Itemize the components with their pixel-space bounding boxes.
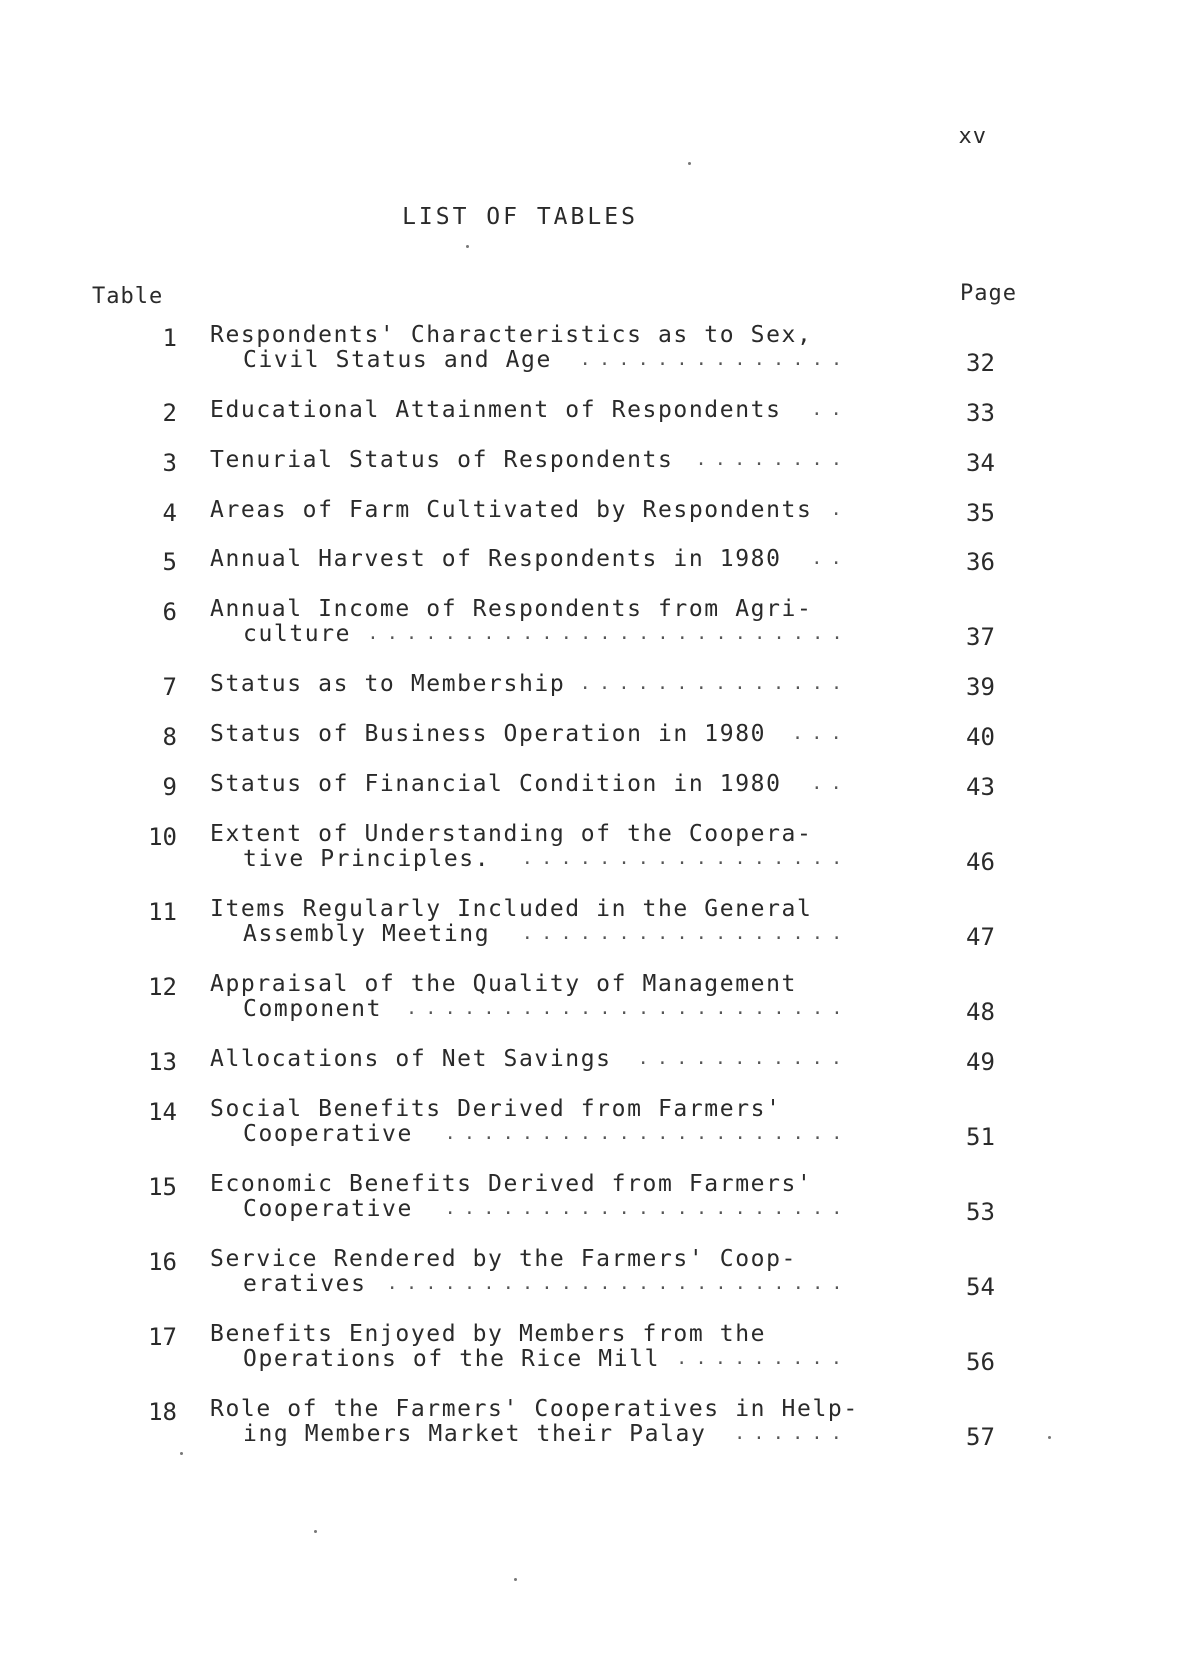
table-entry-title-continued: Component — [243, 996, 383, 1022]
leader-dots: ........... — [637, 1048, 851, 1069]
table-entry-number: 6 — [162, 598, 177, 626]
table-entry-page: 51 — [966, 1123, 995, 1151]
table-entry-number: 5 — [162, 548, 177, 576]
table-entry-page: 40 — [966, 723, 995, 751]
table-entry-page: 36 — [966, 548, 995, 576]
scan-speck — [466, 245, 469, 248]
column-header-table: Table — [92, 284, 164, 309]
scan-speck — [514, 1578, 517, 1581]
scan-speck — [1048, 1436, 1051, 1439]
table-entry-title-continued: Cooperative — [243, 1196, 413, 1222]
leader-dots: .. — [811, 773, 851, 794]
table-entry-title: Allocations of Net Savings — [210, 1046, 612, 1072]
table-entry-page: 46 — [966, 848, 995, 876]
scan-speck — [688, 162, 691, 165]
leader-dots: ........................ — [386, 1273, 851, 1294]
table-entry-number: 15 — [148, 1173, 177, 1201]
table-entry-title-continued: Assembly Meeting — [243, 921, 491, 947]
table-entry-page: 49 — [966, 1048, 995, 1076]
table-entry-title: Benefits Enjoyed by Members from the — [210, 1321, 767, 1347]
leader-dots: ................. — [521, 848, 851, 869]
table-entry-number: 8 — [162, 723, 177, 751]
table-entry-number: 1 — [162, 324, 177, 352]
table-entry-page: 33 — [966, 399, 995, 427]
table-entry-number: 11 — [148, 898, 177, 926]
leader-dots: .. — [811, 399, 851, 420]
table-entry-number: 12 — [148, 973, 177, 1001]
table-entry-title-continued: culture — [243, 621, 352, 647]
table-entry-page: 35 — [966, 499, 995, 527]
table-entry-number: 7 — [162, 673, 177, 701]
table-entry-title: Appraisal of the Quality of Management — [210, 971, 797, 997]
table-entry-page: 47 — [966, 923, 995, 951]
page-number: xv — [958, 124, 987, 149]
table-entry-page: 48 — [966, 998, 995, 1026]
leader-dots: ....................... — [406, 998, 851, 1019]
table-entry-title-continued: Operations of the Rice Mill — [243, 1346, 661, 1372]
scan-speck — [180, 1452, 183, 1455]
leader-dots: ..................... — [444, 1123, 851, 1144]
table-entry-title: Role of the Farmers' Cooperatives in Help- — [210, 1396, 859, 1422]
table-entry-page: 54 — [966, 1273, 995, 1301]
table-entry-title: Status as to Membership — [210, 671, 566, 697]
table-entry-page: 56 — [966, 1348, 995, 1376]
leader-dots: ......... — [676, 1348, 851, 1369]
table-entry-page: 43 — [966, 773, 995, 801]
page-title: LIST OF TABLES — [402, 204, 638, 230]
table-entry-title: Tenurial Status of Respondents — [210, 447, 674, 473]
table-entry-title: Educational Attainment of Respondents — [210, 397, 782, 423]
table-entry-number: 10 — [148, 823, 177, 851]
table-entry-title: Respondents' Characteristics as to Sex, — [210, 322, 813, 348]
table-entry-page: 53 — [966, 1198, 995, 1226]
leader-dots: .............. — [579, 673, 851, 694]
table-entry-title: Economic Benefits Derived from Farmers' — [210, 1171, 813, 1197]
leader-dots: ................. — [521, 923, 851, 944]
table-entry-title-continued: ing Members Market their Palay — [243, 1421, 707, 1447]
table-entry-title: Items Regularly Included in the General — [210, 896, 813, 922]
table-entry-title: Status of Business Operation in 1980 — [210, 721, 767, 747]
table-entry-title-continued: Cooperative — [243, 1121, 413, 1147]
table-entry-number: 9 — [162, 773, 177, 801]
table-entry-number: 2 — [162, 399, 177, 427]
leader-dots: ........ — [695, 449, 851, 470]
table-entry-title: Service Rendered by the Farmers' Coop- — [210, 1246, 797, 1272]
column-header-page: Page — [960, 281, 1017, 306]
leader-dots: ... — [792, 723, 851, 744]
table-entry-page: 57 — [966, 1423, 995, 1451]
table-entry-page: 34 — [966, 449, 995, 477]
leader-dots: . — [830, 499, 851, 520]
table-entry-number: 16 — [148, 1248, 177, 1276]
table-entry-title-continued: eratives — [243, 1271, 367, 1297]
table-entry-number: 4 — [162, 499, 177, 527]
table-entry-page: 32 — [966, 349, 995, 377]
table-entry-number: 14 — [148, 1098, 177, 1126]
table-entry-title-continued: tive Principles. — [243, 846, 491, 872]
leader-dots: .............. — [579, 349, 851, 370]
table-entry-title: Annual Harvest of Respondents in 1980 — [210, 546, 782, 572]
table-entry-title-continued: Civil Status and Age — [243, 347, 552, 373]
table-entry-title: Areas of Farm Cultivated by Respondents — [210, 497, 813, 523]
table-entry-number: 3 — [162, 449, 177, 477]
leader-dots: ......................... — [367, 623, 851, 644]
table-entry-title: Social Benefits Derived from Farmers' — [210, 1096, 782, 1122]
scan-speck — [314, 1530, 317, 1533]
table-entry-number: 13 — [148, 1048, 177, 1076]
table-entry-page: 37 — [966, 623, 995, 651]
table-entry-title: Status of Financial Condition in 1980 — [210, 771, 782, 797]
table-entry-title: Annual Income of Respondents from Agri- — [210, 596, 813, 622]
table-entry-number: 18 — [148, 1398, 177, 1426]
table-entry-title: Extent of Understanding of the Coopera- — [210, 821, 813, 847]
table-entry-number: 17 — [148, 1323, 177, 1351]
leader-dots: ..................... — [444, 1198, 851, 1219]
table-entry-page: 39 — [966, 673, 995, 701]
leader-dots: .. — [811, 548, 851, 569]
leader-dots: ...... — [734, 1423, 851, 1444]
